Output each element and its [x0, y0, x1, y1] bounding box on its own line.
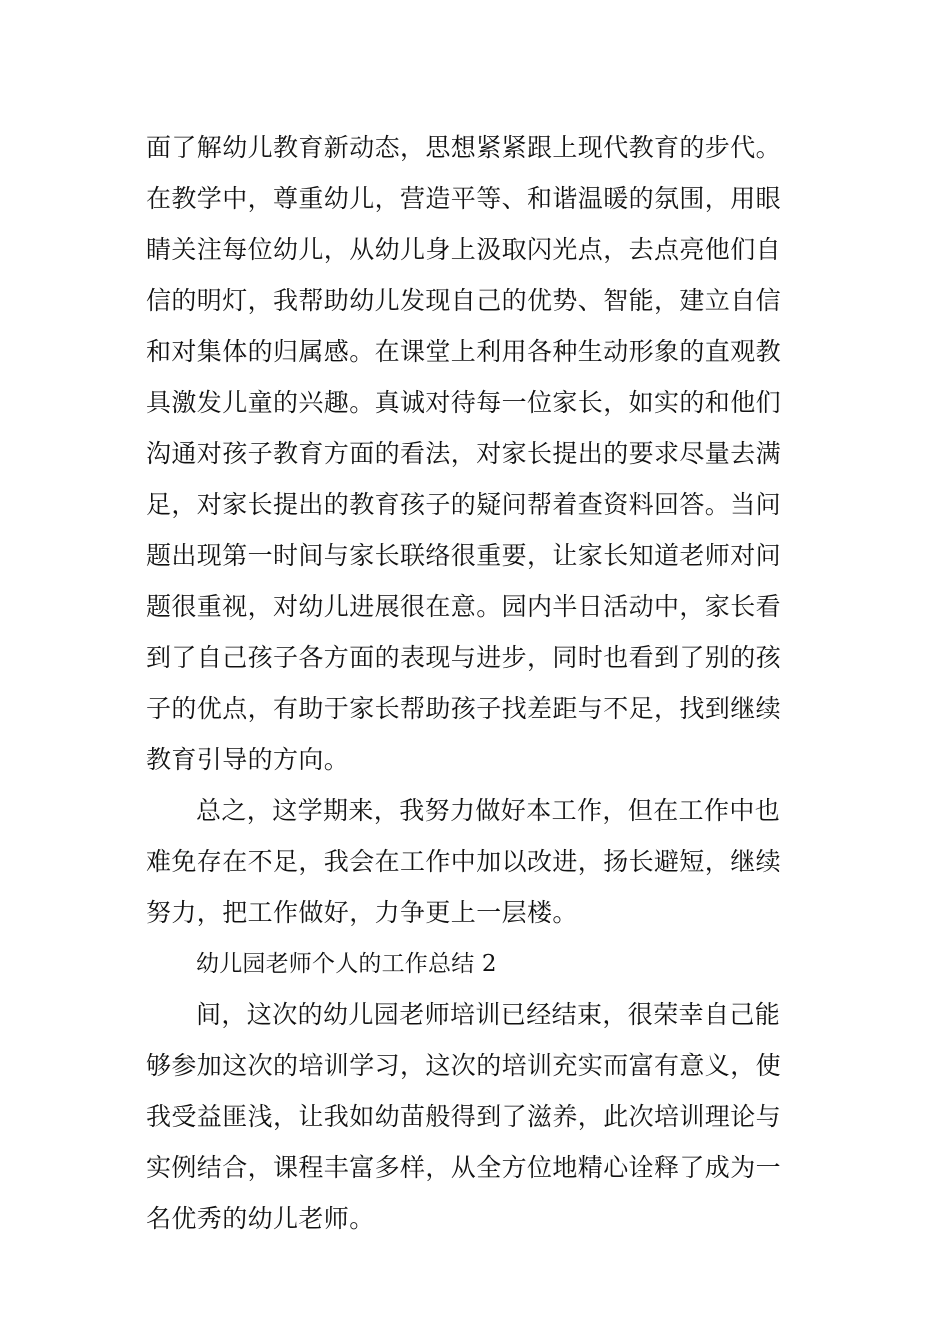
text-line: 努力，把工作做好，力争更上一层楼。: [146, 898, 578, 927]
text-line: 面了解幼儿教育新动态，思想紧紧跟上现代教育的步代。: [146, 133, 782, 162]
text-line: 具激发儿童的兴趣。真诚对待每一位家长，如实的和他们: [146, 388, 782, 417]
text-line: 和对集体的归属感。在课堂上利用各种生动形象的直观教: [146, 337, 782, 366]
text-line: 足，对家长提出的教育孩子的疑问帮着查资料回答。当问: [146, 490, 782, 519]
text-line: 在教学中，尊重幼儿，营造平等、和谐温暖的氛围，用眼: [146, 184, 782, 213]
text-line: 子的优点，有助于家长帮助孩子找差距与不足，找到继续: [146, 694, 782, 723]
text-line: 教育引导的方向。: [146, 745, 350, 774]
text-line: 难免存在不足，我会在工作中加以改进，扬长避短，继续: [146, 847, 782, 876]
text-line: 沟通对孩子教育方面的看法，对家长提出的要求尽量去满: [146, 439, 782, 468]
text-line: 总之，这学期来，我努力做好本工作，但在工作中也: [196, 796, 781, 825]
text-line: 题出现第一时间与家长联络很重要，让家长知道老师对问: [146, 541, 782, 570]
text-line: 间，这次的幼儿园老师培训已经结束，很荣幸自己能: [196, 1000, 781, 1029]
text-line: 我受益匪浅，让我如幼苗般得到了滋养，此次培训理论与: [146, 1102, 782, 1131]
text-line: 名优秀的幼儿老师。: [146, 1204, 375, 1233]
text-line: 题很重视，对幼儿进展很在意。园内半日活动中，家长看: [146, 592, 782, 621]
text-line: 到了自己孩子各方面的表现与进步，同时也看到了别的孩: [146, 643, 782, 672]
text-line: 睛关注每位幼儿，从幼儿身上汲取闪光点，去点亮他们自: [146, 235, 782, 264]
text-line: 实例结合，课程丰富多样，从全方位地精心诠释了成为一: [146, 1153, 782, 1182]
section-heading: 幼儿园老师个人的工作总结 2: [196, 951, 497, 977]
text-line: 够参加这次的培训学习，这次的培训充实而富有意义，使: [146, 1051, 782, 1080]
text-line: 信的明灯，我帮助幼儿发现自己的优势、智能，建立自信: [146, 286, 782, 315]
